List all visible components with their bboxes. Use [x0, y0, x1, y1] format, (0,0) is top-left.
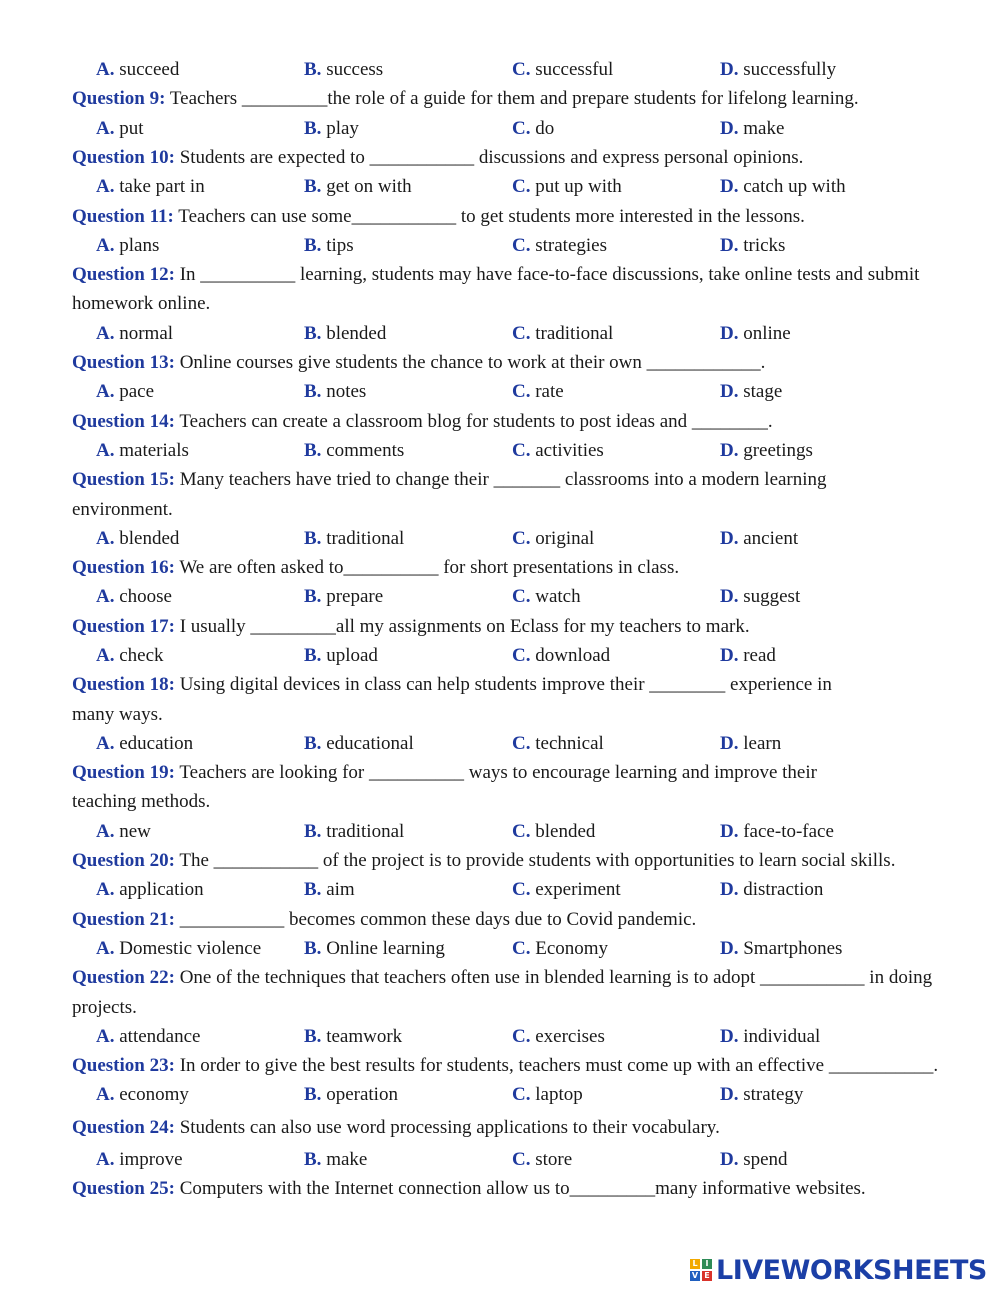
answer-option-b[interactable] [304, 380, 366, 404]
logo-tile: V [691, 1271, 699, 1280]
answer-option-a[interactable] [96, 234, 159, 258]
option-text: read [743, 645, 776, 666]
option-text: get on with [326, 176, 412, 197]
option-text: tricks [743, 235, 786, 256]
option-text: traditional [326, 821, 405, 842]
option-letter: B. [304, 528, 322, 549]
option-text: success [326, 59, 384, 80]
option-letter: B. [304, 1026, 322, 1047]
question-number: Question 14: [72, 411, 175, 432]
answer-option-a[interactable] [96, 937, 261, 961]
option-text: make [326, 1149, 368, 1170]
option-text: improve [119, 1149, 183, 1170]
question-number: Question 12: [72, 264, 175, 285]
option-text: play [326, 118, 359, 139]
question-line [72, 966, 964, 990]
answer-option-b[interactable] [304, 175, 412, 199]
answer-option-b[interactable] [304, 1025, 402, 1049]
answer-option-d[interactable] [720, 322, 791, 346]
question-text: Using digital devices in class can help students improve their ________ experience in [179, 674, 832, 695]
question-text: Computers with the Internet connection allow us to_________many informative websites. [179, 1178, 866, 1199]
option-text: aim [326, 879, 355, 900]
option-text: store [535, 1149, 573, 1170]
question-text: The ___________ of the project is to provide students with opportunities to learn social skills. [179, 850, 896, 871]
question-number: Question 23: [72, 1055, 175, 1076]
option-letter: C. [512, 381, 531, 402]
option-letter: A. [96, 118, 115, 139]
answer-option-b[interactable] [304, 644, 378, 668]
question-text: Online courses give students the chance to work at their own ____________. [179, 352, 766, 373]
options-row [72, 380, 964, 404]
option-text: technical [535, 733, 604, 754]
option-text: watch [535, 586, 581, 607]
question-number: Question 18: [72, 674, 175, 695]
answer-option-b[interactable] [304, 878, 355, 902]
question-line [72, 556, 964, 580]
option-letter: B. [304, 176, 322, 197]
answer-option-d[interactable] [720, 117, 784, 141]
answer-option-b[interactable] [304, 1083, 398, 1107]
option-letter: D. [720, 381, 739, 402]
option-text: learn [743, 733, 782, 754]
option-letter: C. [512, 586, 531, 607]
answer-option-b[interactable] [304, 937, 445, 961]
option-text: comments [326, 440, 405, 461]
question-number: Question 25: [72, 1178, 175, 1199]
question-line [72, 1054, 964, 1078]
option-text: original [535, 528, 595, 549]
question-text: Teachers can create a classroom blog for students to post ideas and ________. [179, 411, 773, 432]
option-letter: D. [720, 118, 739, 139]
answer-option-c[interactable] [512, 1083, 583, 1107]
option-letter: A. [96, 879, 115, 900]
option-letter: A. [96, 733, 115, 754]
option-letter: B. [304, 1084, 322, 1105]
option-text: traditional [535, 323, 614, 344]
answer-option-c[interactable] [512, 732, 604, 756]
answer-option-a[interactable] [96, 439, 189, 463]
question-text: Students are expected to ___________ discussions and express personal opinions. [179, 147, 804, 168]
question-text: teaching methods. [72, 791, 211, 812]
option-text: download [535, 645, 611, 666]
option-letter: A. [96, 821, 115, 842]
answer-option-c[interactable] [512, 322, 613, 346]
answer-option-d[interactable] [720, 820, 834, 844]
option-letter: A. [96, 59, 115, 80]
answer-option-c[interactable] [512, 234, 607, 258]
question-number: Question 17: [72, 616, 175, 637]
option-text: spend [743, 1149, 788, 1170]
question-number: Question 11: [72, 206, 174, 227]
option-letter: C. [512, 1026, 531, 1047]
option-text: do [535, 118, 555, 139]
question-text: many ways. [72, 704, 163, 725]
answer-option-d[interactable] [720, 527, 798, 551]
question-line [72, 1177, 964, 1201]
option-text: prepare [326, 586, 384, 607]
option-letter: D. [720, 645, 739, 666]
option-text: exercises [535, 1026, 605, 1047]
options-row [72, 585, 964, 609]
answer-option-d[interactable] [720, 1083, 803, 1107]
question-text: Many teachers have tried to change their _______ classrooms into a modern learning [179, 469, 827, 490]
answer-option-d[interactable] [720, 175, 846, 199]
option-letter: C. [512, 323, 531, 344]
option-text: economy [119, 1084, 189, 1105]
option-letter: A. [96, 645, 115, 666]
answer-option-b[interactable] [304, 820, 404, 844]
option-letter: C. [512, 440, 531, 461]
answer-option-d[interactable] [720, 937, 842, 961]
options-row [72, 1083, 964, 1107]
answer-option-c[interactable] [512, 1148, 572, 1172]
answer-option-a[interactable] [96, 527, 179, 551]
question-text: projects. [72, 997, 137, 1018]
option-text: rate [535, 381, 564, 402]
answer-option-d[interactable] [720, 234, 785, 258]
question-text: Teachers can use some___________ to get students more interested in the lessons. [178, 206, 805, 227]
question-continuation [72, 703, 964, 727]
option-letter: A. [96, 381, 115, 402]
question-continuation [72, 790, 964, 814]
option-text: education [119, 733, 194, 754]
answer-option-a[interactable] [96, 380, 154, 404]
answer-option-a[interactable] [96, 585, 172, 609]
answer-option-a[interactable] [96, 1083, 189, 1107]
option-letter: B. [304, 59, 322, 80]
option-text: put up with [535, 176, 622, 197]
option-text: put [119, 118, 144, 139]
answer-option-b[interactable] [304, 234, 354, 258]
answer-option-a[interactable] [96, 1025, 200, 1049]
option-letter: C. [512, 821, 531, 842]
option-letter: A. [96, 176, 115, 197]
logo-mark-icon [690, 1259, 712, 1281]
option-letter: B. [304, 586, 322, 607]
option-text: plans [119, 235, 160, 256]
question-line [72, 263, 964, 287]
option-letter: C. [512, 645, 531, 666]
answer-option-c[interactable] [512, 878, 621, 902]
logo-tile: L [690, 1259, 700, 1269]
logo-text: LIVEWORKSHEETS [716, 1254, 987, 1286]
option-text: activities [535, 440, 604, 461]
question-number: Question 21: [72, 909, 175, 930]
question-text: Teachers _________the role of a guide for them and prepare students for lifelong learning. [169, 88, 859, 109]
question-line [72, 849, 964, 873]
answer-option-c[interactable] [512, 1025, 605, 1049]
question-number: Question 10: [72, 147, 175, 168]
option-letter: C. [512, 176, 531, 197]
option-letter: C. [512, 235, 531, 256]
question-line [72, 87, 964, 111]
answer-option-d[interactable] [720, 380, 782, 404]
question-text: In __________ learning, students may have face-to-face discussions, take online tests and submit [179, 264, 920, 285]
options-row [72, 117, 964, 141]
option-text: blended [535, 821, 596, 842]
answer-option-c[interactable] [512, 820, 595, 844]
question-number: Question 9: [72, 88, 166, 109]
option-text: check [119, 645, 164, 666]
option-letter: D. [720, 323, 739, 344]
answer-option-d[interactable] [720, 732, 781, 756]
option-letter: A. [96, 1026, 115, 1047]
option-letter: D. [720, 821, 739, 842]
question-text: Students can also use word processing applications to their vocabulary. [179, 1117, 720, 1138]
answer-option-b[interactable] [304, 58, 383, 82]
question-text: One of the techniques that teachers often use in blended learning is to adopt ___________ in doing [179, 967, 933, 988]
options-row [72, 322, 964, 346]
question-text: We are often asked to__________ for short presentations in class. [179, 557, 680, 578]
answer-option-b[interactable] [304, 732, 414, 756]
option-text: Online learning [326, 938, 445, 959]
answer-option-c[interactable] [512, 380, 564, 404]
answer-option-c[interactable] [512, 937, 608, 961]
option-text: educational [326, 733, 414, 754]
option-text: teamwork [326, 1026, 403, 1047]
question-text: homework online. [72, 293, 211, 314]
answer-option-c[interactable] [512, 585, 581, 609]
option-letter: A. [96, 1149, 115, 1170]
option-letter: D. [720, 1149, 739, 1170]
answer-option-c[interactable] [512, 527, 594, 551]
question-number: Question 19: [72, 762, 175, 783]
option-letter: D. [720, 733, 739, 754]
question-number: Question 15: [72, 469, 175, 490]
option-letter: D. [720, 586, 739, 607]
option-text: experiment [535, 879, 621, 900]
question-continuation [72, 292, 964, 316]
option-letter: C. [512, 1149, 531, 1170]
answer-option-b[interactable] [304, 585, 383, 609]
option-text: tips [326, 235, 354, 256]
options-row [72, 644, 964, 668]
option-letter: A. [96, 528, 115, 549]
question-text: I usually _________all my assignments on Eclass for my teachers to mark. [179, 616, 750, 637]
option-letter: D. [720, 440, 739, 461]
question-number: Question 13: [72, 352, 175, 373]
option-text: successfully [743, 59, 837, 80]
option-letter: C. [512, 1084, 531, 1105]
option-letter: D. [720, 1026, 739, 1047]
option-letter: A. [96, 235, 115, 256]
answer-option-d[interactable] [720, 58, 836, 82]
question-line [72, 146, 964, 170]
answer-option-d[interactable] [720, 1025, 820, 1049]
option-text: upload [326, 645, 378, 666]
question-line [72, 1116, 964, 1140]
option-text: strategy [743, 1084, 804, 1105]
option-letter: D. [720, 938, 739, 959]
option-letter: C. [512, 528, 531, 549]
answer-option-b[interactable] [304, 117, 359, 141]
option-letter: D. [720, 879, 739, 900]
answer-option-d[interactable] [720, 585, 800, 609]
option-text: face-to-face [743, 821, 834, 842]
option-letter: B. [304, 821, 322, 842]
question-line [72, 615, 964, 639]
answer-option-d[interactable] [720, 1148, 788, 1172]
option-letter: C. [512, 733, 531, 754]
question-text: Teachers are looking for __________ ways to encourage learning and improve their [179, 762, 817, 783]
question-text: environment. [72, 499, 173, 520]
option-letter: B. [304, 645, 322, 666]
options-row [72, 439, 964, 463]
option-letter: D. [720, 59, 739, 80]
option-letter: A. [96, 323, 115, 344]
answer-option-c[interactable] [512, 117, 554, 141]
option-letter: B. [304, 118, 322, 139]
option-letter: C. [512, 59, 531, 80]
options-row [72, 878, 964, 902]
option-letter: C. [512, 938, 531, 959]
answer-option-a[interactable] [96, 878, 204, 902]
answer-option-a[interactable] [96, 117, 144, 141]
options-row [72, 1025, 964, 1049]
option-text: ancient [743, 528, 799, 549]
answer-option-c[interactable] [512, 644, 610, 668]
option-text: succeed [119, 59, 180, 80]
answer-option-a[interactable] [96, 175, 205, 199]
answer-option-d[interactable] [720, 878, 823, 902]
question-line [72, 351, 964, 375]
answer-option-c[interactable] [512, 58, 613, 82]
answer-option-d[interactable] [720, 644, 776, 668]
option-letter: B. [304, 733, 322, 754]
options-row [72, 732, 964, 756]
answer-option-a[interactable] [96, 322, 173, 346]
answer-option-b[interactable] [304, 1148, 367, 1172]
option-letter: C. [512, 879, 531, 900]
answer-option-a[interactable] [96, 820, 151, 844]
question-line [72, 673, 964, 697]
option-letter: B. [304, 323, 322, 344]
question-number: Question 22: [72, 967, 175, 988]
option-letter: B. [304, 938, 322, 959]
option-text: take part in [119, 176, 205, 197]
option-text: attendance [119, 1026, 201, 1047]
option-text: suggest [743, 586, 801, 607]
question-continuation [72, 498, 964, 522]
option-text: notes [326, 381, 367, 402]
option-text: catch up with [743, 176, 846, 197]
answer-option-d[interactable] [720, 439, 813, 463]
option-letter: D. [720, 1084, 739, 1105]
option-letter: A. [96, 586, 115, 607]
option-letter: B. [304, 440, 322, 461]
answer-option-a[interactable] [96, 1148, 183, 1172]
option-text: Economy [535, 938, 609, 959]
option-text: operation [326, 1084, 398, 1105]
option-text: make [743, 118, 785, 139]
answer-option-c[interactable] [512, 439, 604, 463]
option-text: normal [119, 323, 174, 344]
option-text: successful [535, 59, 614, 80]
option-text: materials [119, 440, 189, 461]
liveworksheets-logo [690, 1253, 987, 1287]
options-row [72, 234, 964, 258]
question-line [72, 468, 964, 492]
option-letter: B. [304, 879, 322, 900]
options-row [72, 1148, 964, 1172]
option-text: pace [119, 381, 155, 402]
question-line [72, 908, 964, 932]
option-text: traditional [326, 528, 405, 549]
logo-tile: I [702, 1259, 712, 1269]
question-number: Question 20: [72, 850, 175, 871]
option-text: Smartphones [743, 938, 843, 959]
question-text: ___________ becomes common these days due to Covid pandemic. [179, 909, 697, 930]
answer-option-a[interactable] [96, 732, 193, 756]
option-text: blended [119, 528, 180, 549]
option-letter: A. [96, 1084, 115, 1105]
question-number: Question 24: [72, 1117, 175, 1138]
answer-option-b[interactable] [304, 527, 404, 551]
option-letter: D. [720, 176, 739, 197]
option-text: laptop [535, 1084, 583, 1105]
question-line [72, 410, 964, 434]
option-letter: B. [304, 381, 322, 402]
question-continuation [72, 996, 964, 1020]
option-text: stage [743, 381, 783, 402]
option-text: choose [119, 586, 172, 607]
answer-option-c[interactable] [512, 175, 622, 199]
answer-option-a[interactable] [96, 58, 179, 82]
options-row [72, 175, 964, 199]
option-text: Domestic violence [119, 938, 262, 959]
option-text: distraction [743, 879, 824, 900]
options-row [72, 527, 964, 551]
option-text: greetings [743, 440, 813, 461]
question-text: In order to give the best results for students, teachers must come up with an effective ___________. [179, 1055, 939, 1076]
option-text: individual [743, 1026, 821, 1047]
option-letter: C. [512, 118, 531, 139]
option-text: online [743, 323, 791, 344]
options-row [72, 58, 964, 82]
option-letter: A. [96, 938, 115, 959]
options-row [72, 937, 964, 961]
option-letter: A. [96, 440, 115, 461]
option-letter: D. [720, 528, 739, 549]
answer-option-b[interactable] [304, 439, 404, 463]
option-text: strategies [535, 235, 607, 256]
option-letter: B. [304, 1149, 322, 1170]
question-line [72, 761, 964, 785]
question-number: Question 16: [72, 557, 175, 578]
logo-tile: E [702, 1271, 712, 1281]
answer-option-a[interactable] [96, 644, 164, 668]
answer-option-b[interactable] [304, 322, 386, 346]
option-text: new [119, 821, 151, 842]
option-text: blended [326, 323, 387, 344]
options-row [72, 820, 964, 844]
option-text: application [119, 879, 204, 900]
option-letter: B. [304, 235, 322, 256]
question-line [72, 205, 964, 229]
option-letter: D. [720, 235, 739, 256]
